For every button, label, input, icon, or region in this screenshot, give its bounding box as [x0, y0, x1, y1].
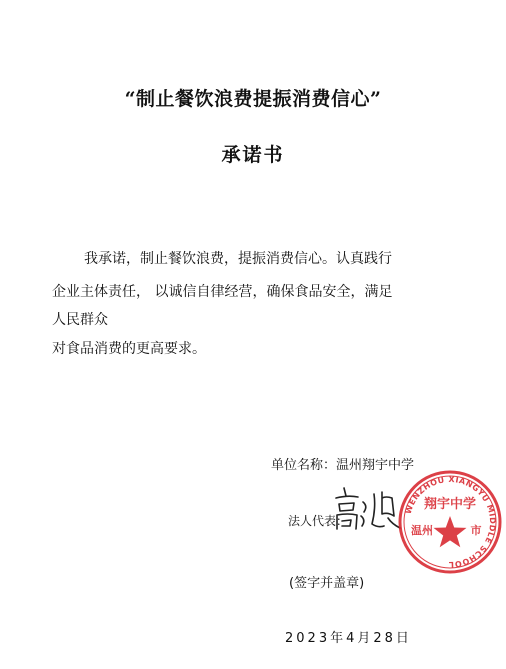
- sign-note: (签字并盖章): [289, 576, 365, 591]
- handwritten-signature: [330, 482, 404, 536]
- representative-label: 法人代表：: [288, 514, 349, 528]
- body-line-1: 我承诺，制止餐饮浪费，提振消费信心。认真践行: [84, 251, 392, 267]
- unit-name: 单位名称：温州翔宇中学: [271, 458, 415, 473]
- body-line-3: 人民群众: [52, 312, 108, 328]
- svg-text:WENZHOU XIANGYU MIDDLE SCHOOL: WENZHOU XIANGYU MIDDLE SCHOOL: [403, 474, 498, 570]
- document-date: 2023年4月28日: [285, 631, 412, 646]
- body-line-4: 对食品消费的更高要求。: [52, 341, 206, 357]
- svg-text:温州: 温州: [411, 524, 433, 537]
- svg-text:翔宇中学: 翔宇中学: [423, 497, 477, 512]
- official-seal: [396, 468, 504, 576]
- body-line-2: 企业主体责任， 以诚信自律经营，确保食品安全，满足: [52, 284, 393, 300]
- svg-text:市: 市: [470, 524, 482, 537]
- document-subtitle: 承诺书: [221, 144, 285, 166]
- document-title: “制止餐饮浪费提振消费信心”: [124, 88, 382, 110]
